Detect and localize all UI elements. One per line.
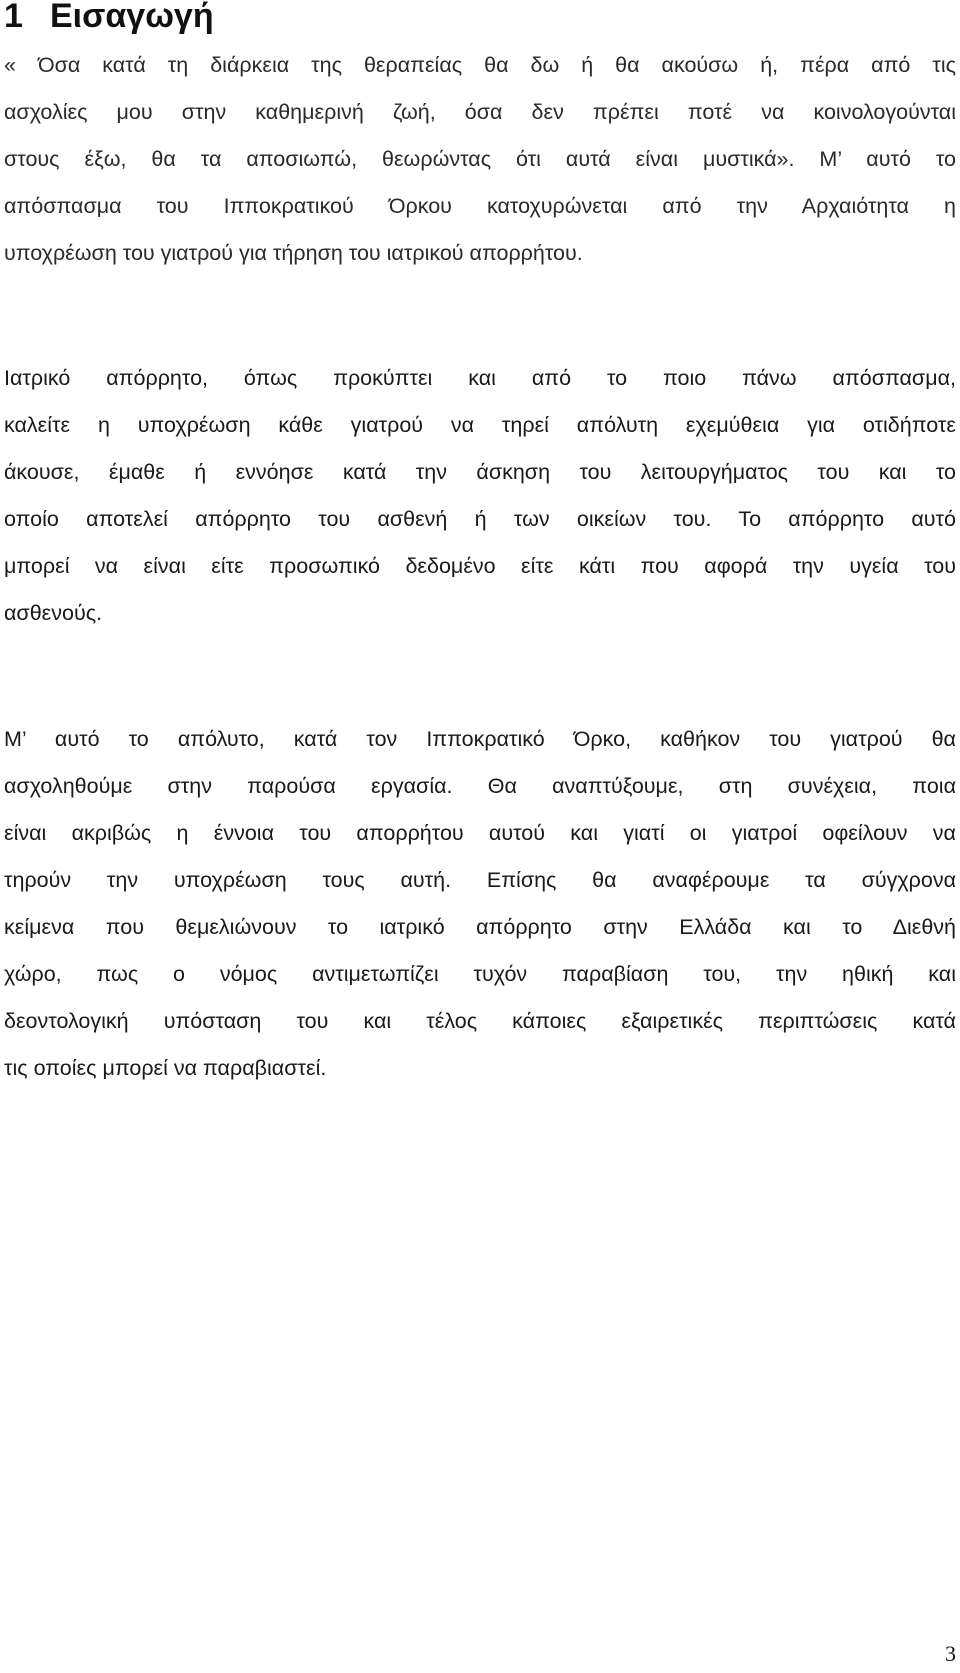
text-line: δεοντολογική υπόσταση του και τέλος κάποιες εξαιρετικές περιπτώσεις κατά bbox=[4, 1009, 956, 1033]
text-line: οποίο αποτελεί απόρρητο του ασθενή ή των οικείων του. Το απόρρητο αυτό bbox=[4, 507, 956, 531]
text-line: μπορεί να είναι είτε προσωπικό δεδομένο είτε κάτι που αφορά την υγεία του bbox=[4, 554, 956, 578]
paragraph-intro-quote bbox=[4, 42, 956, 277]
text-line: είναι ακριβώς η έννοια του απορρήτου αυτού και γιατί οι γιατροί οφείλουν να bbox=[4, 821, 956, 845]
section-number: 1 bbox=[4, 0, 23, 35]
section-title: Εισαγωγή bbox=[50, 0, 214, 35]
text-line: άκουσε, έμαθε ή εννόησε κατά την άσκηση του λειτουργήματος του και το bbox=[4, 460, 956, 484]
text-line: ασχολίες μου στην καθημερινή ζωή, όσα δεν πρέπει ποτέ να κοινολογούνται bbox=[4, 100, 956, 124]
text-line: κείμενα που θεμελιώνουν το ιατρικό απόρρητο στην Ελλάδα και το Διεθνή bbox=[4, 915, 956, 939]
text-line: Ιατρικό απόρρητο, όπως προκύπτει και από το ποιο πάνω απόσπασμα, bbox=[4, 366, 956, 390]
text-line: στους έξω, θα τα αποσιωπώ, θεωρώντας ότι αυτά είναι μυστικά». Μ’ αυτό το bbox=[4, 147, 956, 171]
section-heading bbox=[4, 0, 214, 38]
text-line: καλείτε η υποχρέωση κάθε γιατρού να τηρεί απόλυτη εχεμύθεια για οτιδήποτε bbox=[4, 413, 956, 437]
paragraph-scope bbox=[4, 716, 956, 1092]
text-line: τις οποίες μπορεί να παραβιαστεί. bbox=[4, 1056, 327, 1080]
text-line: « Όσα κατά τη διάρκεια της θεραπείας θα δω ή θα ακούσω ή, πέρα από τις bbox=[4, 53, 956, 77]
text-line: απόσπασμα του Ιπποκρατικού Όρκου κατοχυρώνεται από την Αρχαιότητα η bbox=[4, 194, 956, 218]
page-number: 3 bbox=[945, 1641, 956, 1666]
text-line: Μ’ αυτό το απόλυτο, κατά τον Ιπποκρατικό Όρκο, καθήκον του γιατρού θα bbox=[4, 727, 956, 751]
text-line: χώρο, πως ο νόμος αντιμετωπίζει τυχόν παραβίαση του, την ηθική και bbox=[4, 962, 956, 986]
paragraph-definition bbox=[4, 355, 956, 637]
text-line: ασχοληθούμε στην παρούσα εργασία. Θα αναπτύξουμε, στη συνέχεια, ποια bbox=[4, 774, 956, 798]
text-line: τηρούν την υποχρέωση τους αυτή. Επίσης θα αναφέρουμε τα σύγχρονα bbox=[4, 868, 956, 892]
text-line: ασθενούς. bbox=[4, 601, 103, 625]
text-line: υποχρέωση του γιατρού για τήρηση του ιατρικού απορρήτου. bbox=[4, 241, 583, 265]
